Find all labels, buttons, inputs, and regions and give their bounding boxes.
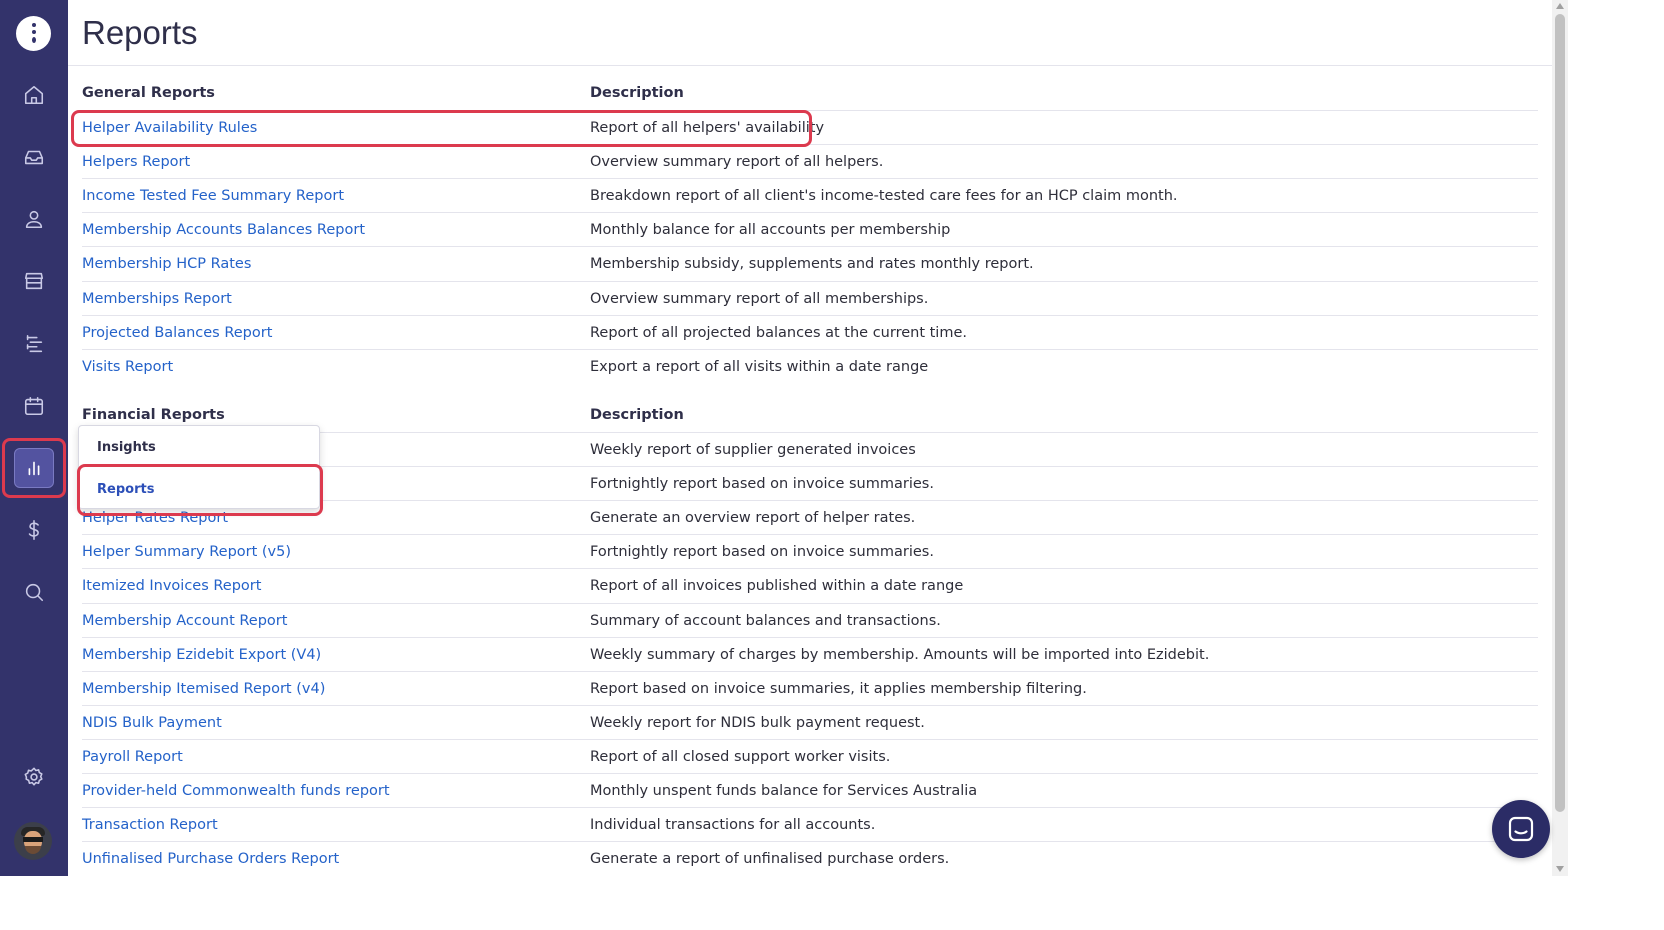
report-link[interactable]: Membership Account Report [82, 612, 288, 629]
report-description: Generate an overview report of helper rates. [590, 510, 916, 527]
home-icon[interactable] [20, 81, 48, 109]
table-row[interactable] [82, 315, 1538, 349]
report-link[interactable]: Membership Ezidebit Export (V4) [82, 646, 322, 663]
table-row[interactable] [82, 841, 1538, 875]
table-row[interactable] [82, 534, 1538, 568]
timeline-icon[interactable] [20, 330, 48, 358]
report-description: Breakdown report of all client's income-tested care fees for an HCP claim month. [590, 188, 1178, 205]
table-row[interactable] [82, 281, 1538, 315]
report-link[interactable]: Transaction Report [82, 817, 218, 834]
report-description: Report of all projected balances at the current time. [590, 324, 967, 341]
report-description: Overview summary report of all memberships. [590, 290, 929, 307]
settings-icon[interactable] [20, 763, 48, 791]
report-link[interactable]: Income Tested Fee Summary Report [82, 188, 344, 205]
report-description: Membership subsidy, supplements and rates monthly report. [590, 256, 1034, 273]
table-row[interactable] [82, 178, 1538, 212]
chat-launcher-button[interactable] [1492, 800, 1550, 858]
scroll-up-arrow-icon[interactable] [1556, 3, 1564, 9]
report-link[interactable]: Helper Availability Rules [82, 120, 258, 136]
report-description: Monthly unspent funds balance for Services Australia [590, 783, 978, 799]
table-row[interactable] [82, 144, 1538, 178]
scroll-down-arrow-icon[interactable] [1556, 866, 1564, 872]
report-description: Export a report of all visits within a date range [590, 358, 929, 375]
reports-popup-menu [78, 425, 320, 509]
header-divider [68, 65, 1552, 66]
report-link[interactable]: Membership Accounts Balances Report [82, 222, 365, 239]
report-link[interactable]: Helper Rates Report [82, 510, 229, 527]
dollar-icon[interactable] [20, 516, 48, 544]
report-description: Monthly balance for all accounts per membership [590, 222, 951, 239]
report-description: Report of all closed support worker visits. [590, 748, 891, 765]
table-row[interactable] [82, 671, 1538, 705]
financial-description-heading: Description [590, 407, 684, 423]
bar-chart-icon [23, 457, 45, 479]
report-link[interactable]: Itemized Invoices Report [82, 578, 262, 595]
report-description: Fortnightly report based on invoice summaries. [590, 476, 934, 493]
report-description: Overview summary report of all helpers. [590, 154, 884, 171]
inbox-icon[interactable] [20, 143, 48, 171]
report-description: Report based on invoice summaries, it applies membership filtering. [590, 680, 1087, 697]
report-description: Individual transactions for all accounts. [590, 817, 876, 834]
reports-nav-button[interactable] [14, 448, 54, 488]
report-link[interactable]: Helper Summary Report (v5) [82, 544, 292, 561]
app-logo-icon[interactable] [16, 16, 51, 51]
report-description: Report of all helpers' availability [590, 120, 825, 136]
general-description-heading: Description [590, 85, 684, 101]
report-description: Weekly report of supplier generated invoices [590, 442, 916, 458]
report-link[interactable]: Unfinalised Purchase Orders Report [82, 851, 340, 868]
report-link[interactable]: Projected Balances Report [82, 324, 273, 341]
report-description: Summary of account balances and transactions. [590, 612, 941, 629]
report-link[interactable]: NDIS Bulk Payment [82, 714, 222, 731]
report-description: Generate a report of unfinalised purchase orders. [590, 851, 950, 868]
general-reports-header [82, 85, 1538, 107]
report-link[interactable]: Memberships Report [82, 290, 232, 307]
report-link[interactable]: Visits Report [82, 358, 174, 375]
report-description: Weekly report for NDIS bulk payment request. [590, 714, 925, 731]
table-row[interactable] [82, 637, 1538, 671]
table-row[interactable] [82, 212, 1538, 246]
report-description: Report of all invoices published within a date range [590, 578, 964, 595]
page-title: Reports [82, 14, 198, 51]
table-row[interactable] [82, 739, 1538, 773]
table-row[interactable] [82, 349, 1538, 383]
table-row[interactable] [82, 110, 1538, 144]
report-link[interactable]: Helpers Report [82, 154, 191, 171]
table-row[interactable] [82, 568, 1538, 602]
store-icon[interactable] [20, 267, 48, 295]
report-link[interactable]: Provider-held Commonwealth funds report [82, 783, 390, 799]
report-link[interactable]: Membership Itemised Report (v4) [82, 680, 326, 697]
chat-icon [1507, 815, 1535, 843]
financial-reports-heading: Financial Reports [82, 407, 225, 423]
popup-item-reports[interactable]: Reports [97, 482, 155, 497]
search-icon[interactable] [20, 578, 48, 606]
avatar[interactable] [14, 822, 52, 860]
report-description: Fortnightly report based on invoice summaries. [590, 544, 934, 561]
scrollbar-thumb[interactable] [1555, 14, 1565, 812]
table-row[interactable] [82, 603, 1538, 637]
table-row[interactable] [82, 246, 1538, 280]
report-description: Weekly summary of charges by membership. Amounts will be imported into Ezidebit. [590, 646, 1210, 663]
report-link[interactable]: Membership HCP Rates [82, 256, 252, 273]
calendar-icon[interactable] [20, 392, 48, 420]
sidebar [0, 0, 68, 876]
page-scrollbar[interactable] [1552, 0, 1568, 876]
table-row[interactable] [82, 773, 1538, 807]
report-link[interactable]: Payroll Report [82, 748, 183, 765]
table-row[interactable] [82, 807, 1538, 841]
general-reports-heading: General Reports [82, 85, 215, 101]
popup-item-insights[interactable]: Insights [97, 440, 156, 455]
user-icon[interactable] [20, 205, 48, 233]
table-row[interactable] [82, 705, 1538, 739]
